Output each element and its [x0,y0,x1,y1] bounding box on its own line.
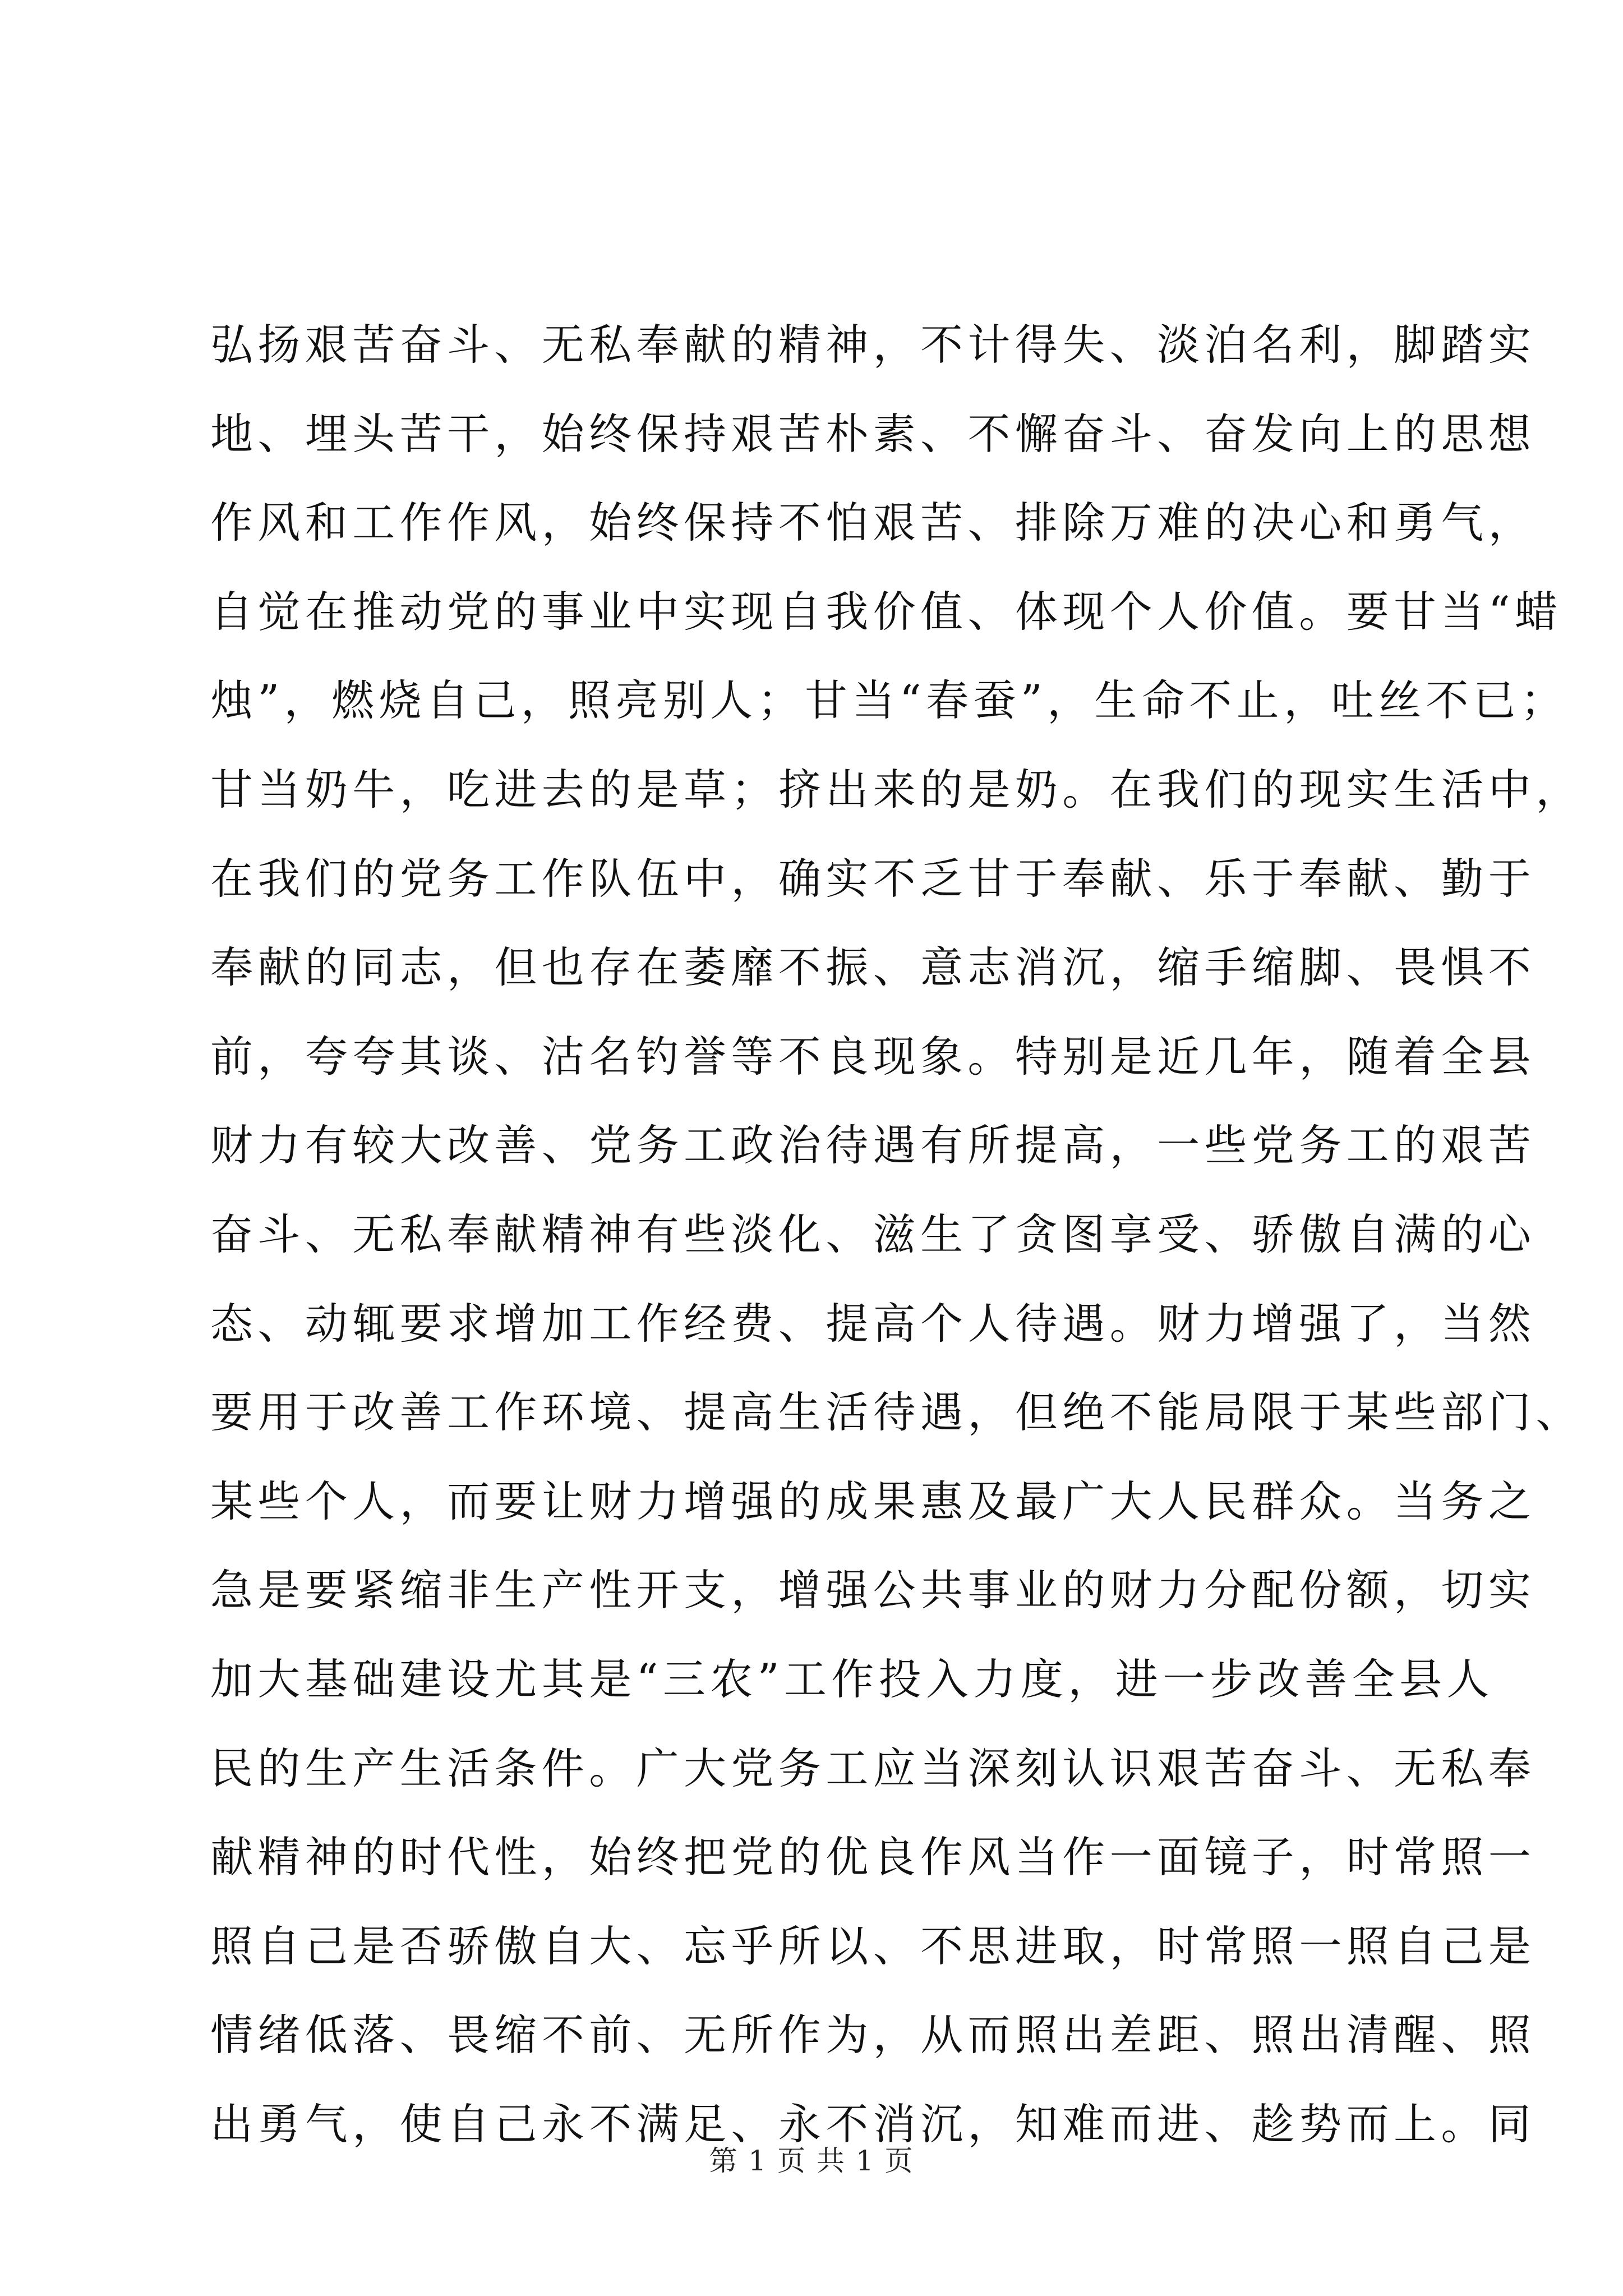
page-footer: 第 1 页 共 1 页 [709,2145,914,2177]
text-line: 财力有较大改善、党务工政治待遇有所提高，一些党务工的艰苦 [210,1120,1536,1171]
text-line: 弘扬艰苦奋斗、无私奉献的精神，不计得失、淡泊名利，脚踏实 [210,320,1536,370]
text-line: 地、埋头苦干，始终保持艰苦朴素、不懈奋斗、奋发向上的思想 [210,408,1536,459]
text-line: 照自己是否骄傲自大、忘乎所以、不思进取，时常照一照自己是 [210,1921,1536,1971]
text-line: 急是要紧缩非生产性开支，增强公共事业的财力分配份额，切实 [210,1565,1536,1616]
text-line: 奋斗、无私奉献精神有些淡化、滋生了贪图享受、骄傲自满的心 [210,1209,1536,1259]
text-line: 献精神的时代性，始终把党的优良作风当作一面镜子，时常照一 [210,1832,1536,1883]
body-paragraph [210,301,1583,2169]
text-line: 态、动辄要求增加工作经费、提高个人待遇。财力增强了，当然 [210,1298,1536,1349]
text-line: 某些个人，而要让财力增强的成果惠及最广大人民群众。当务之 [210,1476,1536,1526]
text-line: 烛”，燃烧自己，照亮别人；甘当“春蚕”，生命不止，吐丝不已； [210,675,1568,726]
text-line: 甘当奶牛，吃进去的是草；挤出来的是奶。在我们的现实生活中， [210,764,1583,815]
text-line: 作风和工作作风，始终保持不怕艰苦、排除万难的决心和勇气， [210,498,1536,548]
text-line: 奉献的同志，但也存在萎靡不振、意志消沉，缩手缩脚、畏惧不 [210,942,1536,993]
text-line: 前，夸夸其谈、沽名钓誉等不良现象。特别是近几年，随着全县 [210,1031,1536,1082]
text-line: 自觉在推动党的事业中实现自我价值、体现个人价值。要甘当“蜡 [210,586,1562,637]
text-line: 在我们的党务工作队伍中，确实不乏甘于奉献、乐于奉献、勤于 [210,853,1536,904]
text-line: 出勇气，使自己永不满足、永不消沉，知难而进、趁势而上。同 [210,2099,1536,2149]
text-line: 要用于改善工作环境、提高生活待遇，但绝不能局限于某些部门、 [210,1387,1583,1438]
text-line: 情绪低落、畏缩不前、无所作为，从而照出差距、照出清醒、照 [210,2010,1536,2060]
text-line: 民的生产生活条件。广大党务工应当深刻认识艰苦奋斗、无私奉 [210,1743,1536,1793]
text-line: 加大基础建设尤其是“三农”工作投入力度，进一步改善全县人 [210,1654,1494,1704]
